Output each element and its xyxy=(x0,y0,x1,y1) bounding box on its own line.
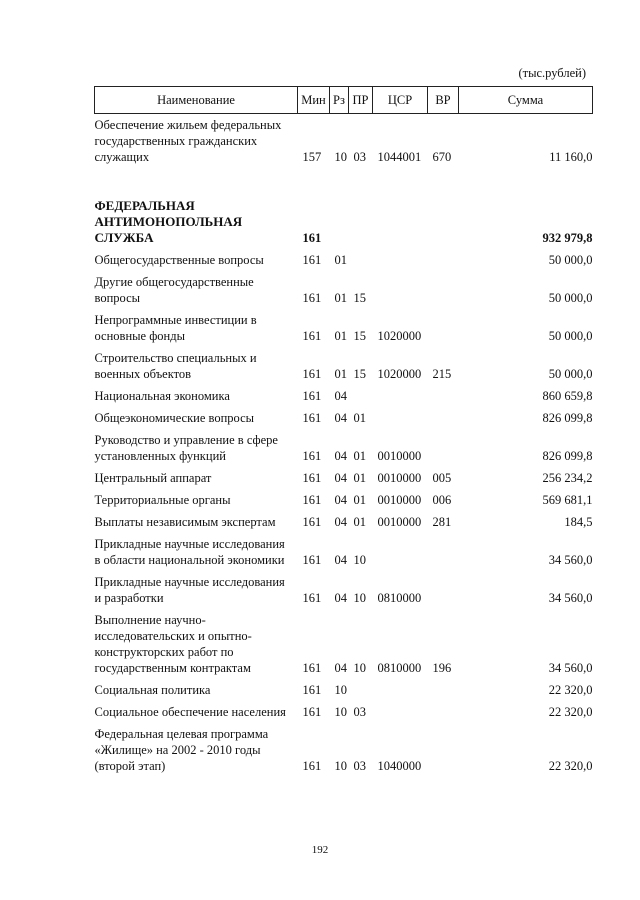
row-name: Социальное обеспечение населения xyxy=(94,705,286,719)
row-name: Общеэкономические вопросы xyxy=(94,411,255,425)
row-csr xyxy=(373,271,428,309)
row-csr xyxy=(373,249,428,271)
row-vr xyxy=(428,271,459,309)
table-row xyxy=(95,347,593,385)
row-sum: 50 000,0 xyxy=(548,253,593,267)
row-csr: 1020000 xyxy=(377,367,422,381)
row-min: 161 xyxy=(302,683,322,697)
row-pr: 01 xyxy=(353,471,366,485)
table-row xyxy=(95,511,593,533)
table-row xyxy=(95,723,593,777)
row-pr: 01 xyxy=(353,411,366,425)
row-pr xyxy=(349,249,373,271)
row-min: 161 xyxy=(302,493,322,507)
row-csr: 0810000 xyxy=(377,661,422,675)
row-csr xyxy=(373,679,428,701)
row-sum: 50 000,0 xyxy=(548,367,593,381)
row-min: 157 xyxy=(302,150,322,164)
row-min: 161 xyxy=(302,329,322,343)
row-vr xyxy=(428,571,459,609)
row-min: 161 xyxy=(302,471,322,485)
row-rz: 10 xyxy=(334,683,347,697)
row-sum: 22 320,0 xyxy=(548,705,593,719)
row-vr: 196 xyxy=(432,661,452,675)
row-csr: 0010000 xyxy=(377,493,422,507)
row-sum: 826 099,8 xyxy=(542,449,593,463)
table-row xyxy=(95,571,593,609)
row-csr: 0010000 xyxy=(377,471,422,485)
row-name: Прикладные научные исследования и разработки xyxy=(94,575,285,605)
row-name: ФЕДЕРАЛЬНАЯ АНТИМОНОПОЛЬНАЯ СЛУЖБА xyxy=(94,198,243,245)
row-min: 161 xyxy=(302,367,322,381)
row-sum: 50 000,0 xyxy=(548,291,593,305)
row-name: Общегосударственные вопросы xyxy=(94,253,264,267)
row-name: Федеральная целевая программа «Жилище» на 2002 - 2010 годы (второй этап) xyxy=(94,727,269,773)
table-row xyxy=(95,249,593,271)
table-row xyxy=(95,533,593,571)
row-pr: 03 xyxy=(353,705,366,719)
row-min: 161 xyxy=(302,411,322,425)
row-name: Национальная экономика xyxy=(94,389,230,403)
row-vr: 215 xyxy=(432,367,452,381)
row-min: 161 xyxy=(302,291,322,305)
header-vr: ВР xyxy=(428,87,459,114)
row-pr: 10 xyxy=(353,553,366,567)
row-pr: 03 xyxy=(353,759,366,773)
table-header-row xyxy=(95,87,593,114)
row-vr xyxy=(428,429,459,467)
table-row xyxy=(95,467,593,489)
row-sum: 34 560,0 xyxy=(548,553,593,567)
budget-table xyxy=(94,86,593,777)
row-min: 161 xyxy=(302,591,322,605)
table-row xyxy=(95,679,593,701)
row-csr: 1044001 xyxy=(377,150,422,164)
row-rz: 04 xyxy=(334,515,347,529)
row-vr xyxy=(428,701,459,723)
row-csr xyxy=(373,533,428,571)
row-rz: 04 xyxy=(334,591,347,605)
table-row xyxy=(95,407,593,429)
row-rz: 04 xyxy=(334,449,347,463)
row-sum: 22 320,0 xyxy=(548,683,593,697)
row-vr xyxy=(428,533,459,571)
row-sum: 11 160,0 xyxy=(549,150,593,164)
row-pr: 03 xyxy=(353,150,366,164)
row-name: Выполнение научно-исследовательских и опытно-конструкторских работ по государственным контрактам xyxy=(94,613,252,675)
row-vr xyxy=(428,723,459,777)
row-sum: 256 234,2 xyxy=(542,471,593,485)
row-min: 161 xyxy=(302,515,322,529)
row-pr: 01 xyxy=(353,493,366,507)
row-vr xyxy=(428,309,459,347)
table-row xyxy=(95,309,593,347)
table-row xyxy=(95,114,593,169)
row-csr xyxy=(373,701,428,723)
row-sum: 34 560,0 xyxy=(548,661,593,675)
row-pr xyxy=(349,385,373,407)
row-csr xyxy=(373,385,428,407)
row-pr: 15 xyxy=(353,291,366,305)
row-sum: 184,5 xyxy=(564,515,593,529)
row-sum: 34 560,0 xyxy=(548,591,593,605)
row-sum: 569 681,1 xyxy=(542,493,593,507)
row-vr xyxy=(428,168,459,249)
row-name: Прикладные научные исследования в области национальной экономики xyxy=(94,537,285,567)
row-min: 161 xyxy=(302,231,322,245)
header-pr: ПР xyxy=(349,87,373,114)
row-vr xyxy=(428,385,459,407)
row-csr: 0010000 xyxy=(377,449,422,463)
row-name: Непрограммные инвестиции в основные фонды xyxy=(94,313,257,343)
row-rz: 01 xyxy=(334,367,347,381)
row-pr: 10 xyxy=(353,591,366,605)
row-min: 161 xyxy=(302,553,322,567)
row-min: 161 xyxy=(302,389,322,403)
row-pr: 15 xyxy=(353,329,366,343)
row-rz: 04 xyxy=(334,661,347,675)
row-rz: 10 xyxy=(334,759,347,773)
row-vr: 281 xyxy=(432,515,452,529)
row-name: Строительство специальных и военных объектов xyxy=(94,351,257,381)
row-pr: 01 xyxy=(353,449,366,463)
table-row xyxy=(95,429,593,467)
row-rz: 01 xyxy=(334,291,347,305)
row-vr: 670 xyxy=(432,150,452,164)
row-rz: 10 xyxy=(334,150,347,164)
row-rz: 04 xyxy=(334,411,347,425)
table-row xyxy=(95,701,593,723)
row-pr xyxy=(349,679,373,701)
row-min: 161 xyxy=(302,661,322,675)
row-csr: 0010000 xyxy=(377,515,422,529)
header-name: Наименование xyxy=(95,87,298,114)
row-name: Выплаты независимым экспертам xyxy=(94,515,276,529)
row-name: Социальная политика xyxy=(94,683,211,697)
row-csr: 1020000 xyxy=(377,329,422,343)
row-pr: 01 xyxy=(353,515,366,529)
row-min: 161 xyxy=(302,705,322,719)
row-name: Территориальные органы xyxy=(94,493,231,507)
row-sum: 860 659,8 xyxy=(542,389,593,403)
row-pr: 10 xyxy=(353,661,366,675)
header-sum: Сумма xyxy=(459,87,593,114)
row-rz: 10 xyxy=(334,705,347,719)
table-row xyxy=(95,489,593,511)
row-min: 161 xyxy=(302,449,322,463)
row-rz xyxy=(330,168,349,249)
row-rz: 01 xyxy=(334,253,347,267)
row-rz: 04 xyxy=(334,493,347,507)
row-sum: 932 979,8 xyxy=(542,231,593,245)
row-name: Другие общегосударственные вопросы xyxy=(94,275,254,305)
row-vr xyxy=(428,249,459,271)
row-name: Обеспечение жильем федеральных государственных гражданских служащих xyxy=(94,118,282,164)
row-min: 161 xyxy=(302,253,322,267)
header-min: Мин xyxy=(298,87,330,114)
row-csr xyxy=(373,407,428,429)
row-rz: 04 xyxy=(334,471,347,485)
row-pr xyxy=(349,168,373,249)
row-rz: 04 xyxy=(334,553,347,567)
table-row xyxy=(95,271,593,309)
row-csr: 0810000 xyxy=(377,591,422,605)
row-vr: 006 xyxy=(432,493,452,507)
row-vr xyxy=(428,679,459,701)
row-min: 161 xyxy=(302,759,322,773)
table-row-agency xyxy=(95,168,593,249)
table-row xyxy=(95,609,593,679)
row-name: Центральный аппарат xyxy=(94,471,212,485)
row-rz: 04 xyxy=(334,389,347,403)
row-sum: 826 099,8 xyxy=(542,411,593,425)
row-sum: 50 000,0 xyxy=(548,329,593,343)
page-number: 192 xyxy=(311,844,329,856)
units-label: (тыс.рублей) xyxy=(518,66,586,80)
table-row xyxy=(95,385,593,407)
header-csr: ЦСР xyxy=(373,87,428,114)
row-rz: 01 xyxy=(334,329,347,343)
row-csr: 1040000 xyxy=(377,759,422,773)
row-sum: 22 320,0 xyxy=(548,759,593,773)
row-name: Руководство и управление в сфере установленных функций xyxy=(94,433,278,463)
row-csr xyxy=(373,168,428,249)
row-vr xyxy=(428,407,459,429)
header-rz: Рз xyxy=(330,87,349,114)
row-pr: 15 xyxy=(353,367,366,381)
row-vr: 005 xyxy=(432,471,452,485)
